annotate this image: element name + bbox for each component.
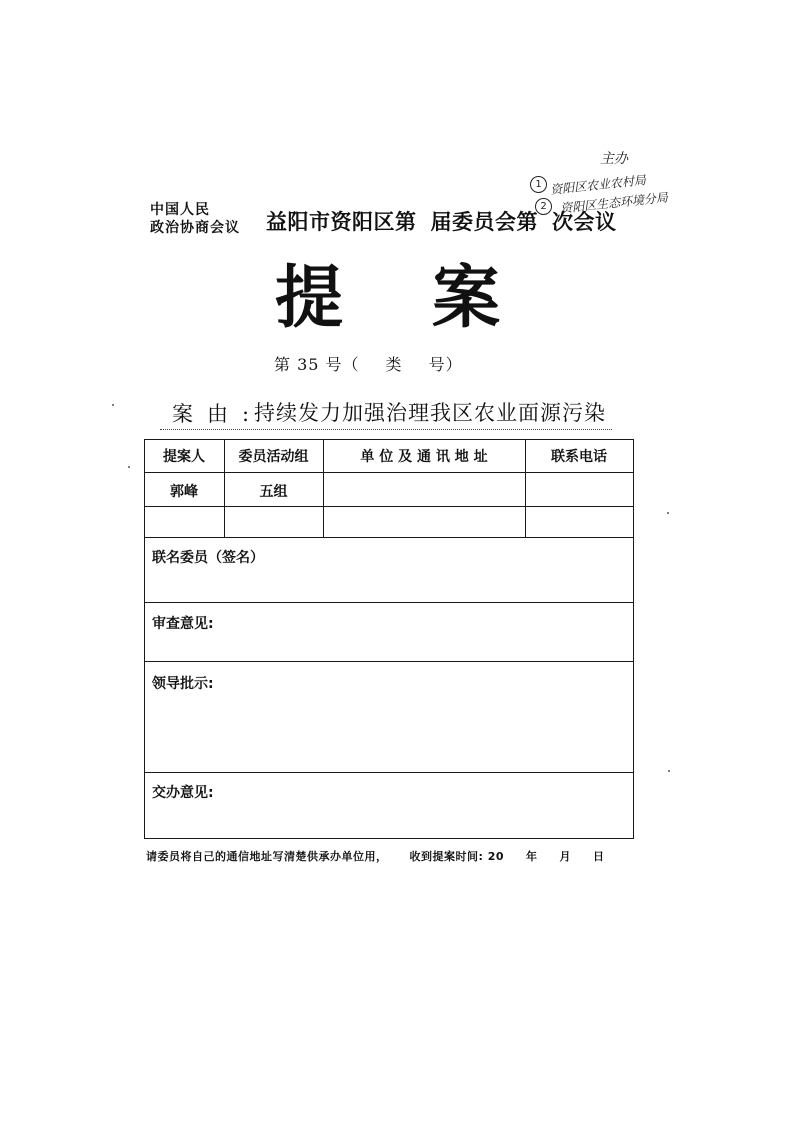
header-phone: 联系电话 (551, 449, 607, 465)
handwritten-unit-2: 资阳区生态环境分局 (559, 190, 669, 216)
header-member-group: 委员活动组 (238, 449, 309, 465)
org-line-2: 政治协商会议 (150, 220, 240, 236)
handwritten-unit-1: 资阳区农业农村局 (549, 173, 647, 197)
subject-label: 案由: (172, 402, 264, 426)
cosigners-label: 联名委员（签名） (152, 550, 264, 566)
number-category: 类 (385, 355, 403, 374)
proposer-name: 郭峰 (170, 484, 198, 500)
footer-day: 日 (593, 850, 605, 863)
title-char-2: 案 (432, 258, 501, 338)
leader-instructions-label: 领导批示: (152, 676, 214, 692)
footer-instruction: 请委员将自己的通信地址写清楚供承办单位用， (146, 850, 388, 863)
session-part-2: 届委员会第 (430, 209, 538, 234)
scan-speck (667, 512, 669, 514)
proposal-number (274, 352, 463, 375)
header-proposer: 提案人 (163, 449, 205, 465)
subject-underline (160, 429, 612, 430)
footer-year: 年 (526, 850, 538, 863)
header-address: 单 位 及 通 讯 地 址 (360, 449, 488, 465)
handwritten-circle-1: 1 (530, 176, 547, 193)
assignment-label: 交办意见: (152, 785, 214, 801)
scan-speck (668, 770, 670, 772)
review-label: 审查意见: (152, 616, 214, 632)
member-group: 五组 (259, 484, 288, 500)
scan-speck (128, 466, 130, 468)
handwritten-lead-note: 主办 (600, 151, 628, 167)
scan-speck (112, 404, 114, 406)
footer-note (146, 848, 605, 864)
handwritten-circle-2: 2 (535, 198, 552, 215)
number-prefix: 第 35 号（ (274, 355, 360, 374)
footer-received-time: 收到提案时间: 20 (409, 850, 505, 863)
proposal-table (144, 439, 634, 839)
title-char-1: 提 (275, 258, 344, 338)
session-part-3: 次会议 (552, 209, 617, 234)
org-line-1: 中国人民 (150, 202, 210, 218)
subject-text: 持续发力加强治理我区农业面源污染 (254, 401, 606, 425)
organization-name (150, 201, 240, 237)
session-part-1: 益阳市资阳区第 (266, 209, 417, 234)
number-suffix: 号） (428, 355, 463, 374)
footer-month: 月 (559, 850, 572, 863)
